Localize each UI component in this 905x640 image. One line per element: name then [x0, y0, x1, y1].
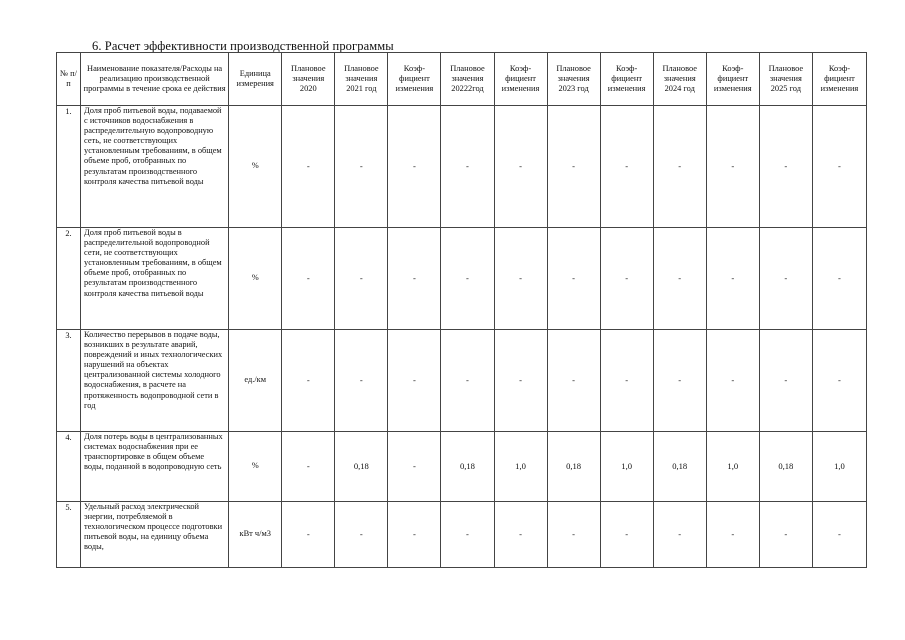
header-plan-2025: Плановое значения 2025 год: [759, 53, 812, 106]
cell-plan-2023: -: [547, 330, 600, 432]
cell-plan-2021: -: [335, 502, 388, 568]
cell-plan-2020: -: [282, 228, 335, 330]
cell-coef-2025: -: [812, 502, 866, 568]
header-unit: Единица измерения: [229, 53, 282, 106]
cell-plan-2022: 0,18: [441, 432, 494, 502]
row-number: 2.: [57, 228, 81, 330]
cell-plan-2023: 0,18: [547, 432, 600, 502]
header-coef-2025: Коэф-фициент изменения: [812, 53, 866, 106]
cell-coef-2023: -: [600, 228, 653, 330]
table-row: [57, 106, 867, 228]
cell-plan-2025: -: [759, 330, 812, 432]
header-plan-2022: Плановое значения 20222год: [441, 53, 494, 106]
cell-plan-2023: -: [547, 502, 600, 568]
cell-coef-2024: -: [706, 502, 759, 568]
cell-coef-2021: -: [388, 502, 441, 568]
row-number: 4.: [57, 432, 81, 502]
cell-plan-2023: -: [547, 106, 600, 228]
cell-plan-2024: 0,18: [653, 432, 706, 502]
cell-plan-2025: -: [759, 502, 812, 568]
row-number: 5.: [57, 502, 81, 568]
row-indicator-name: Доля проб питьевой воды в распределительной водопроводной сети, не соответствующих установленным требованиям, в общем объеме проб, отобранных по результатам производственного контроля качества питьевой воды: [81, 228, 229, 330]
row-number: 1.: [57, 106, 81, 228]
cell-plan-2022: -: [441, 502, 494, 568]
cell-plan-2020: -: [282, 432, 335, 502]
header-coef-2023: Коэф-фициент изменения: [600, 53, 653, 106]
header-indicator: Наименование показателя/Расходы на реализацию производственной программы в течение срока ее действия: [81, 53, 229, 106]
cell-plan-2024: -: [653, 228, 706, 330]
cell-coef-2025: -: [812, 106, 866, 228]
cell-plan-2021: -: [335, 330, 388, 432]
cell-coef-2023: -: [600, 106, 653, 228]
cell-coef-2022: 1,0: [494, 432, 547, 502]
table-row: [57, 228, 867, 330]
header-plan-2024: Плановое значения 2024 год: [653, 53, 706, 106]
cell-plan-2023: -: [547, 228, 600, 330]
row-indicator-name: Удельный расход электрической энергии, потребляемой в технологическом процессе подготовки питьевой воды, на единицу объема воды,: [81, 502, 229, 568]
cell-coef-2025: -: [812, 228, 866, 330]
cell-coef-2021: -: [388, 106, 441, 228]
header-plan-2023: Плановое значения 2023 год: [547, 53, 600, 106]
cell-coef-2024: -: [706, 330, 759, 432]
cell-coef-2022: -: [494, 330, 547, 432]
cell-coef-2024: 1,0: [706, 432, 759, 502]
header-plan-2020: Плановое значения 2020: [282, 53, 335, 106]
header-num: № п/п: [57, 53, 81, 106]
row-indicator-name: Доля проб питьевой воды, подаваемой с источников водоснабжения в распределительную водопроводную сеть, не соответствующих установленным требованиям, в общем объеме проб, отобранных по результатам производственного контроля качества питьевой воды: [81, 106, 229, 228]
cell-coef-2025: -: [812, 330, 866, 432]
cell-coef-2023: -: [600, 330, 653, 432]
cell-plan-2020: -: [282, 502, 335, 568]
cell-coef-2021: -: [388, 330, 441, 432]
cell-coef-2022: -: [494, 228, 547, 330]
row-unit: кВт ч/м3: [229, 502, 282, 568]
header-coef-2022: Коэф-фициент изменения: [494, 53, 547, 106]
table-row: [57, 330, 867, 432]
cell-plan-2022: -: [441, 228, 494, 330]
table-row: [57, 502, 867, 568]
cell-coef-2021: -: [388, 228, 441, 330]
cell-plan-2025: -: [759, 228, 812, 330]
cell-plan-2025: -: [759, 106, 812, 228]
cell-coef-2022: -: [494, 106, 547, 228]
row-unit: %: [229, 106, 282, 228]
row-indicator-name: Количество перерывов в подаче воды, возникших в результате аварий, повреждений и иных технологических нарушений на объектах централизованной системы холодного водоснабжения, в расчете на протяженность водопроводной сети в год: [81, 330, 229, 432]
cell-plan-2020: -: [282, 106, 335, 228]
cell-plan-2021: 0,18: [335, 432, 388, 502]
cell-coef-2022: -: [494, 502, 547, 568]
cell-plan-2021: -: [335, 228, 388, 330]
cell-plan-2020: -: [282, 330, 335, 432]
cell-plan-2022: -: [441, 106, 494, 228]
cell-plan-2021: -: [335, 106, 388, 228]
cell-plan-2024: -: [653, 106, 706, 228]
cell-coef-2024: -: [706, 228, 759, 330]
header-coef-2024: Коэф-фициент изменения: [706, 53, 759, 106]
cell-plan-2022: -: [441, 330, 494, 432]
cell-coef-2024: -: [706, 106, 759, 228]
cell-coef-2021: -: [388, 432, 441, 502]
row-unit: %: [229, 432, 282, 502]
cell-coef-2023: -: [600, 502, 653, 568]
cell-coef-2025: 1,0: [812, 432, 866, 502]
header-plan-2021: Плановое значения 2021 год: [335, 53, 388, 106]
cell-plan-2025: 0,18: [759, 432, 812, 502]
row-number: 3.: [57, 330, 81, 432]
cell-coef-2023: 1,0: [600, 432, 653, 502]
efficiency-table: [56, 52, 867, 568]
cell-plan-2024: -: [653, 330, 706, 432]
cell-plan-2024: -: [653, 502, 706, 568]
row-unit: ед./км: [229, 330, 282, 432]
row-unit: %: [229, 228, 282, 330]
header-coef-2021: Коэф-фициент изменения: [388, 53, 441, 106]
header-row: [57, 53, 867, 106]
table-row: [57, 432, 867, 502]
section-heading: 6. Расчет эффективности производственной программы: [92, 39, 394, 53]
row-indicator-name: Доля потерь воды в централизованных системах водоснабжения при ее транспортировке в общем объеме воды, поданной в водопроводную сеть: [81, 432, 229, 502]
